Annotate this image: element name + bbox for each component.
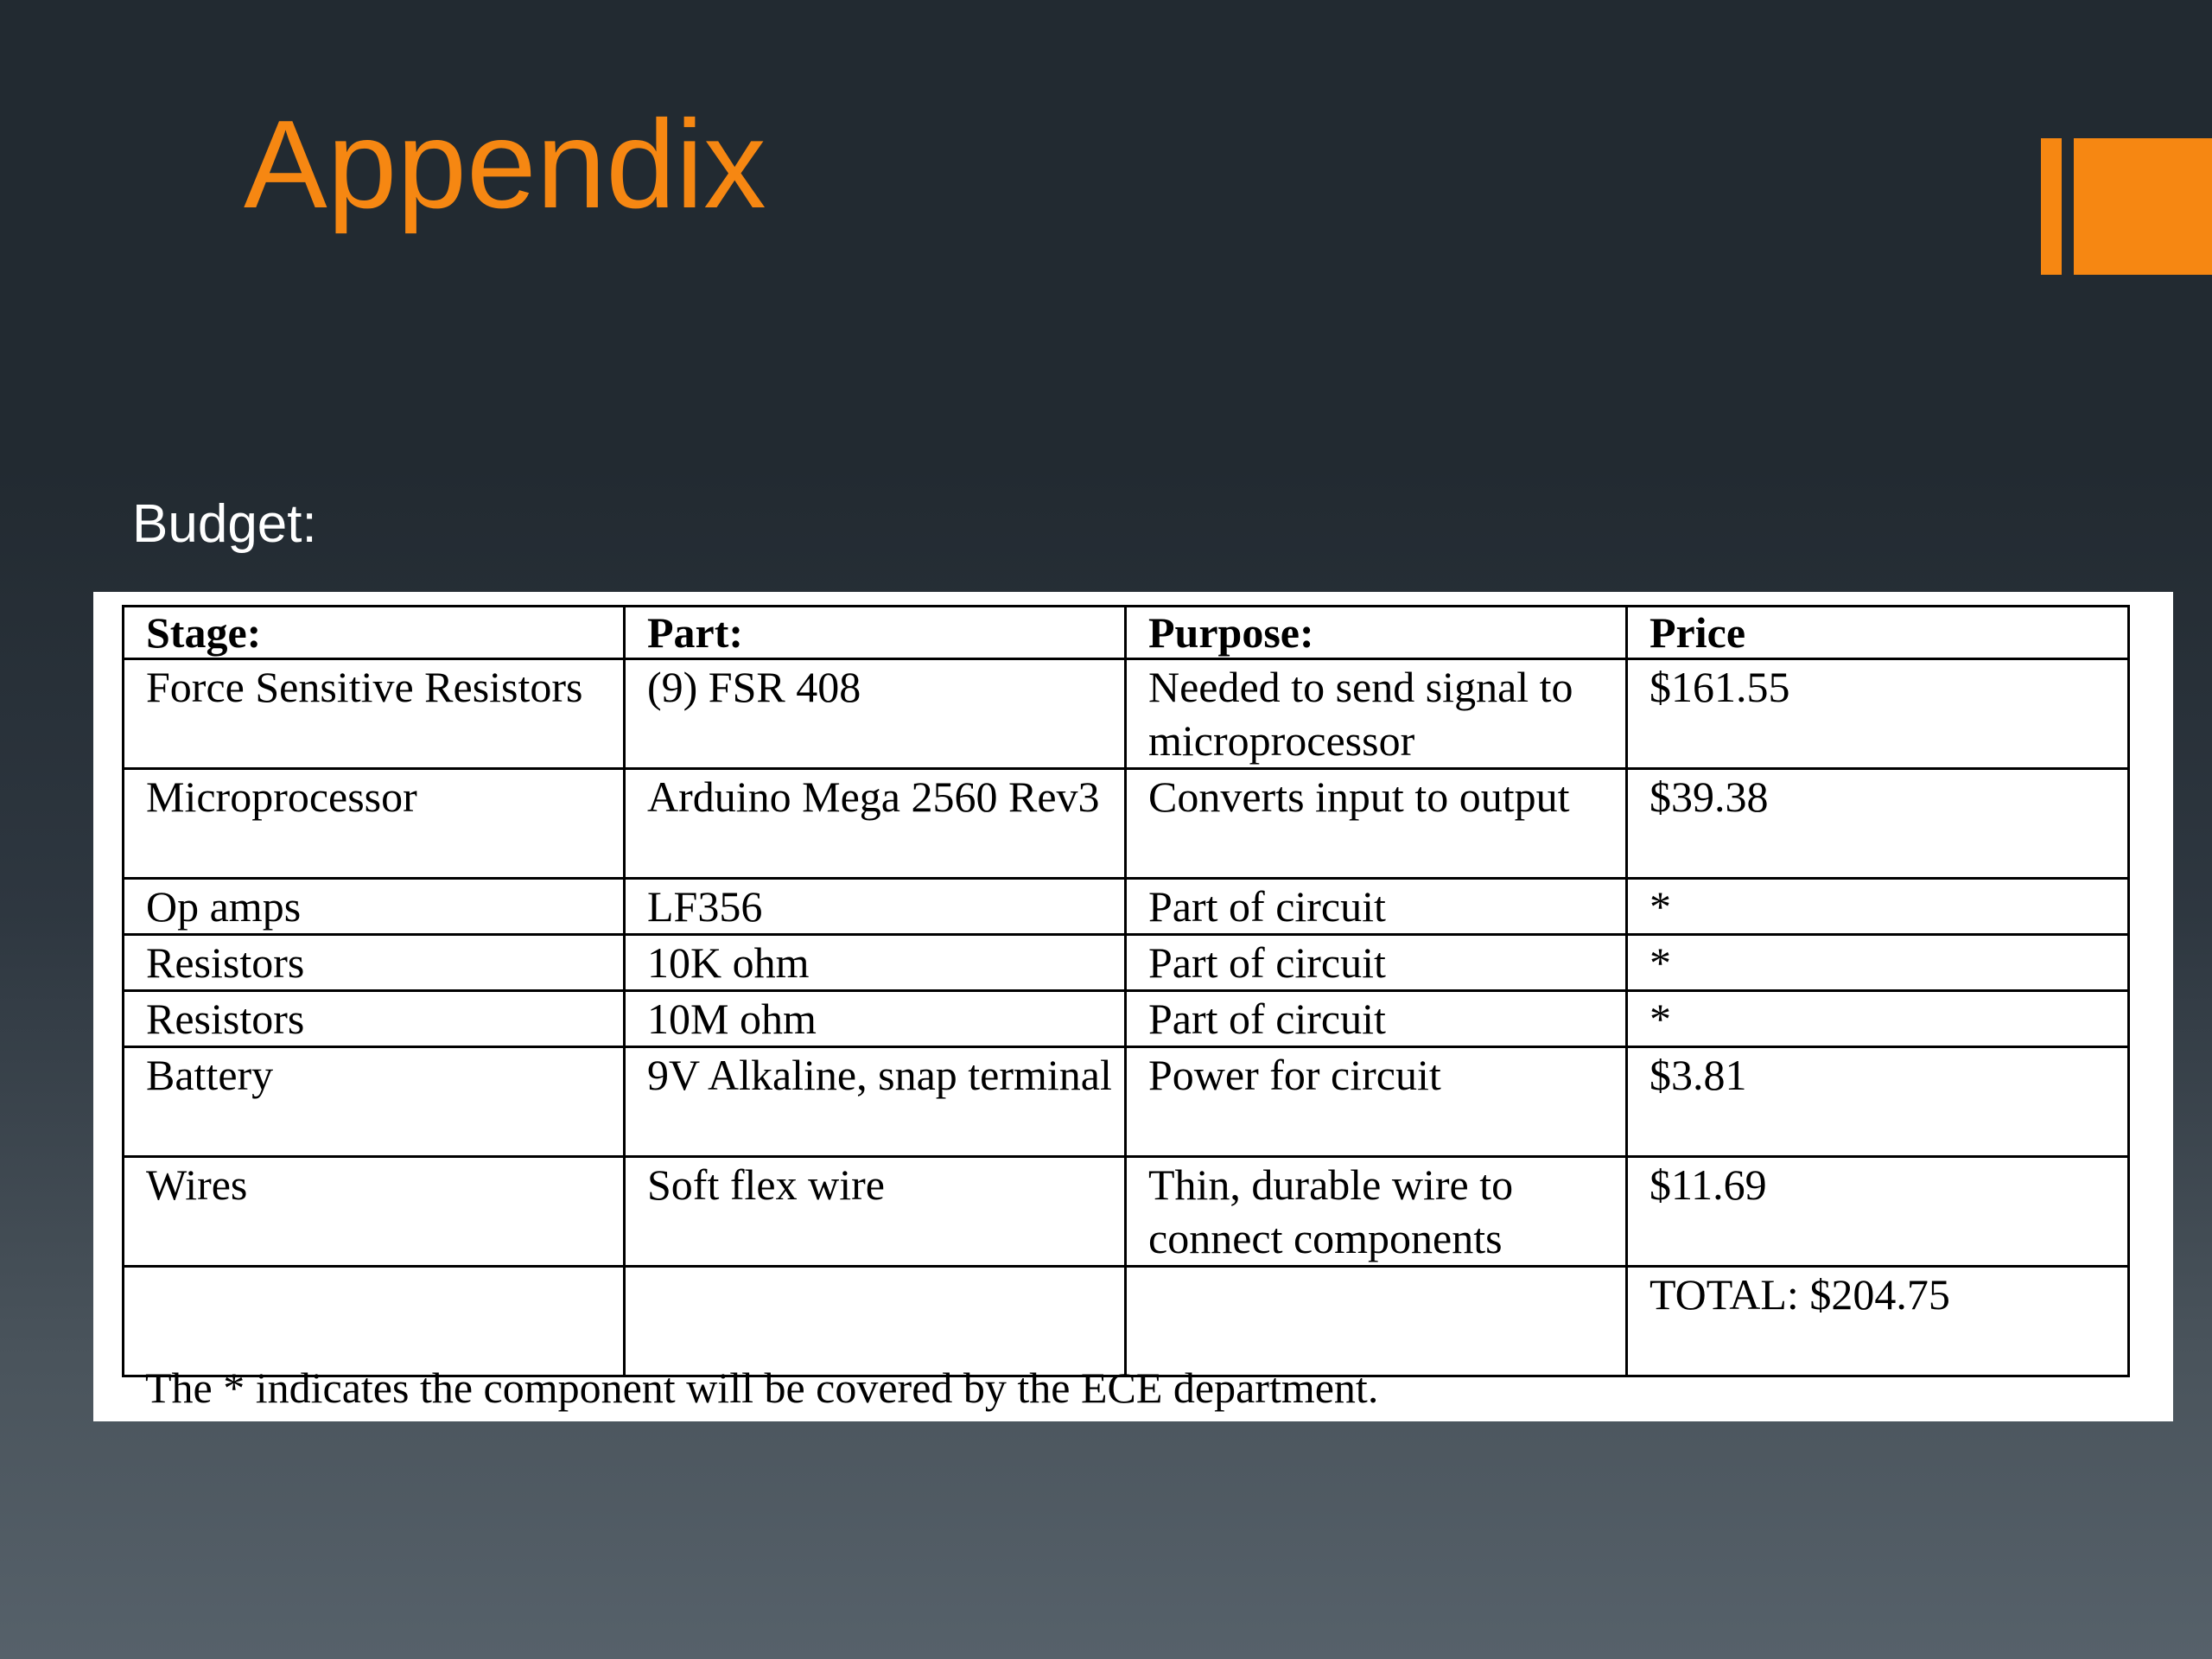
slide-title: Appendix	[244, 94, 766, 234]
cell-stage: Resistors	[124, 991, 625, 1047]
cell-stage: Microprocessor	[124, 769, 625, 879]
cell-part: (9) FSR 408	[625, 659, 1126, 769]
cell-stage: Resistors	[124, 935, 625, 991]
table-row	[124, 659, 2129, 769]
section-label: Budget:	[132, 494, 317, 554]
cell-part	[625, 1267, 1126, 1376]
cell-stage: Force Sensitive Resistors	[124, 659, 625, 769]
cell-purpose	[1126, 1267, 1627, 1376]
cell-total: TOTAL: $204.75	[1627, 1267, 2129, 1376]
cell-price: *	[1627, 991, 2129, 1047]
cell-part: Soft flex wire	[625, 1157, 1126, 1267]
cell-price: $3.81	[1627, 1047, 2129, 1157]
header-purpose: Purpose:	[1126, 607, 1627, 659]
cell-price: *	[1627, 879, 2129, 935]
header-price: Price	[1627, 607, 2129, 659]
cell-stage	[124, 1267, 625, 1376]
cell-stage: Battery	[124, 1047, 625, 1157]
cell-stage: Wires	[124, 1157, 625, 1267]
budget-table	[122, 605, 2130, 1377]
accent-bar-thin	[2041, 138, 2062, 275]
header-stage: Stage:	[124, 607, 625, 659]
table-row	[124, 769, 2129, 879]
cell-purpose: Thin, durable wire to connect components	[1126, 1157, 1627, 1267]
table-row	[124, 991, 2129, 1047]
cell-purpose: Part of circuit	[1126, 879, 1627, 935]
cell-purpose: Converts input to output	[1126, 769, 1627, 879]
cell-stage: Op amps	[124, 879, 625, 935]
cell-purpose: Part of circuit	[1126, 991, 1627, 1047]
cell-price: $39.38	[1627, 769, 2129, 879]
cell-part: 10K ohm	[625, 935, 1126, 991]
accent-bar-block	[2074, 138, 2212, 275]
table-row	[124, 879, 2129, 935]
table-row	[124, 1047, 2129, 1157]
budget-document	[93, 592, 2173, 1421]
cell-price: $11.69	[1627, 1157, 2129, 1267]
cell-purpose: Needed to send signal to microprocessor	[1126, 659, 1627, 769]
cell-part: LF356	[625, 879, 1126, 935]
cell-part: 10M ohm	[625, 991, 1126, 1047]
cell-part: Arduino Mega 2560 Rev3	[625, 769, 1126, 879]
cell-purpose: Power for circuit	[1126, 1047, 1627, 1157]
header-part: Part:	[625, 607, 1126, 659]
table-header-row	[124, 607, 2129, 659]
table-row	[124, 1157, 2129, 1267]
cell-price: $161.55	[1627, 659, 2129, 769]
table-row	[124, 935, 2129, 991]
cell-purpose: Part of circuit	[1126, 935, 1627, 991]
table-total-row	[124, 1267, 2129, 1376]
footnote: The * indicates the component will be covered by the ECE department.	[145, 1363, 1379, 1412]
cell-part: 9V Alkaline, snap terminal	[625, 1047, 1126, 1157]
cell-price: *	[1627, 935, 2129, 991]
